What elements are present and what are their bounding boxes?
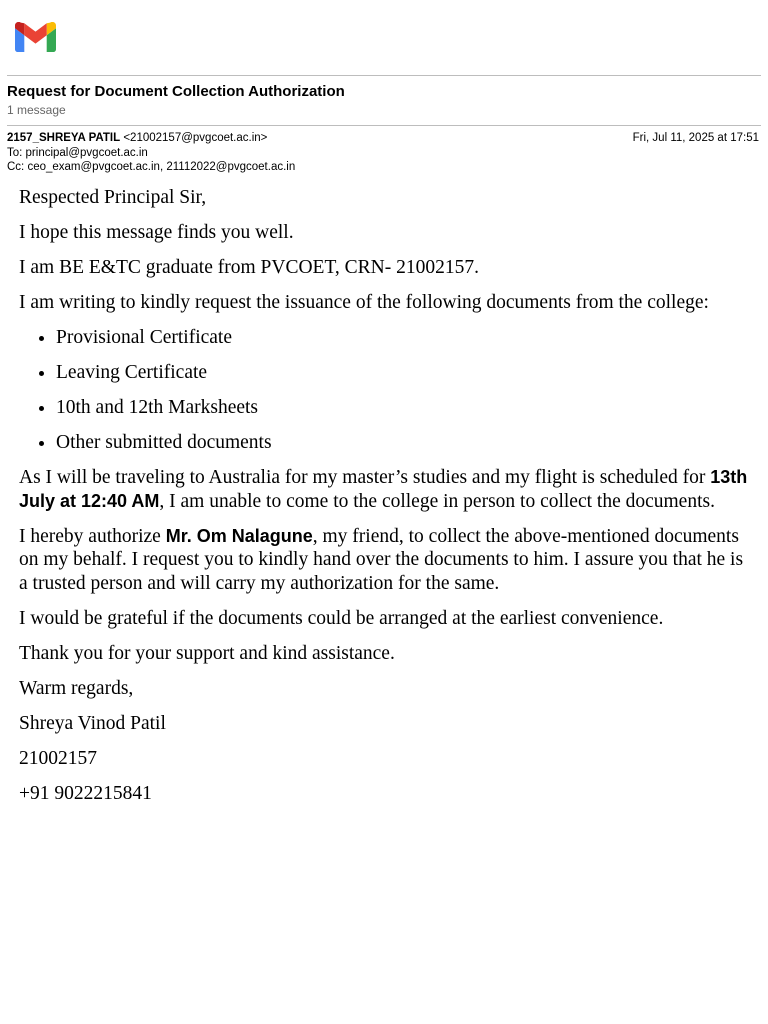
paragraph-request: I am writing to kindly request the issuance of the following documents from the college:: [19, 292, 709, 313]
paragraph-travel: [19, 466, 750, 513]
authorized-person: Mr. Om Nalagune: [165, 525, 313, 546]
paragraph-identity: I am BE E&TC graduate from PVCOET, CRN- 21002157.: [19, 257, 479, 278]
email-subject: Request for Document Collection Authorization: [7, 83, 345, 100]
authorization-text-end: , my friend, to collect the above-mentioned documents on my behalf. I request you to kindly hand over the documents to him. I assure you that he is a trusted person and will carry my authorization for the same.: [19, 525, 744, 594]
sender: [7, 131, 267, 146]
cc-line: Cc: ceo_exam@pvgcoet.ac.in, 21112022@pvgcoet.ac.in: [7, 161, 296, 173]
greeting: Respected Principal Sir,: [19, 187, 207, 208]
list-item: • Other submitted documents: [56, 431, 750, 455]
gmail-logo-icon: [15, 22, 56, 52]
from-row: [7, 131, 759, 146]
paragraph-grateful: I would be grateful if the documents could be arranged at the earliest convenience.: [19, 607, 664, 629]
travel-text-start: As I will be traveling to Australia for my master’s studies and my flight is scheduled for: [19, 467, 711, 488]
email-header: [7, 131, 759, 175]
list-item: • Leaving Certificate: [56, 361, 750, 385]
sender-name: 2157_SHREYA PATIL: [7, 132, 121, 144]
message-count: 1 message: [7, 103, 66, 117]
top-divider: [7, 75, 761, 76]
paragraph-authorization: [19, 525, 750, 596]
list-item: • Provisional Certificate: [56, 326, 750, 350]
paragraph-thanks: Thank you for your support and kind assistance.: [19, 642, 395, 664]
email-body: [19, 186, 750, 817]
header-divider: [7, 125, 761, 126]
paragraph-wellbeing: I hope this message finds you well.: [19, 222, 294, 243]
signature-name: Shreya Vinod Patil: [19, 712, 166, 734]
travel-text-end: , I am unable to come to the college in person to collect the documents.: [159, 490, 715, 512]
sender-email: <21002157@pvgcoet.ac.in>: [123, 132, 268, 144]
signature-id: 21002157: [19, 747, 97, 769]
documents-list: [19, 326, 750, 455]
list-item: • 10th and 12th Marksheets: [56, 396, 750, 420]
flight-datetime: 13th July at 12:40 AM: [19, 467, 748, 511]
closing: Warm regards,: [19, 677, 134, 699]
signature-phone: +91 9022215841: [19, 782, 152, 804]
authorization-text-start: I hereby authorize: [19, 525, 166, 547]
to-line: To: principal@pvgcoet.ac.in: [7, 146, 148, 159]
sent-date: Fri, Jul 11, 2025 at 17:51: [632, 132, 759, 144]
